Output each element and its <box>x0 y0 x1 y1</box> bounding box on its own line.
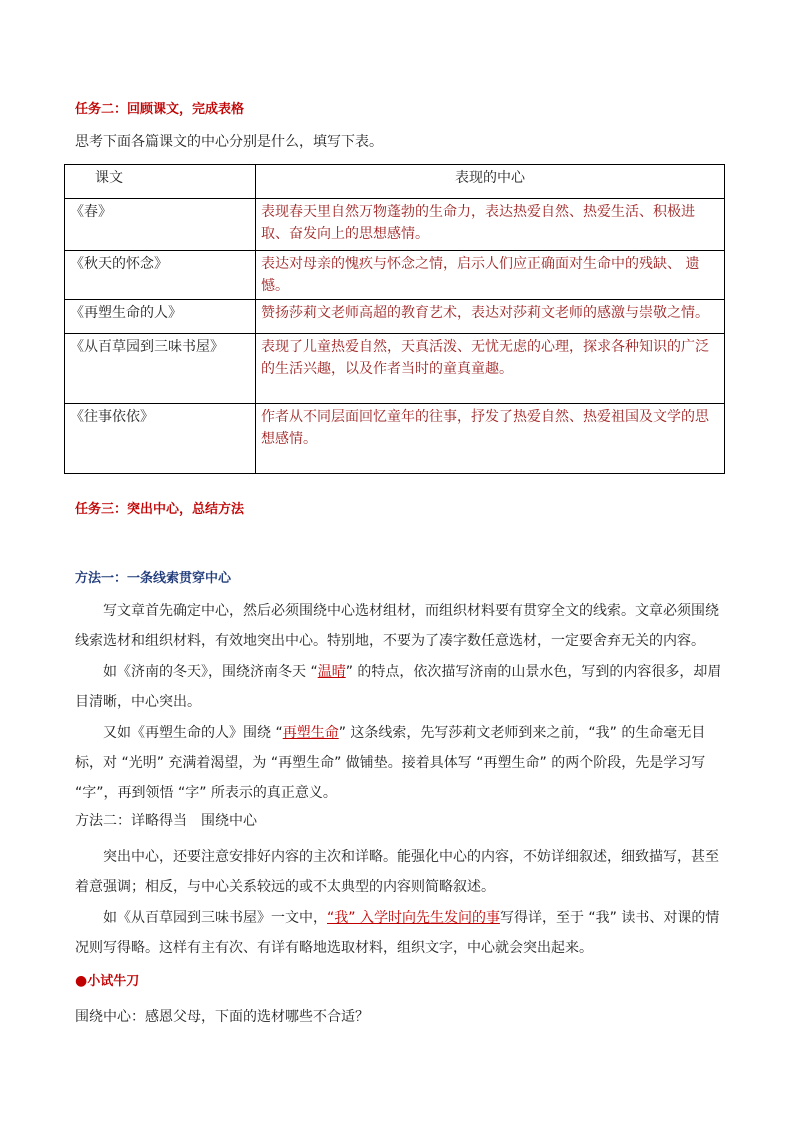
method2-p2-before: 如《从百草园到三味书屋》一文中， <box>103 910 327 926</box>
task2-heading: 任务二：回顾课文，完成表格 <box>75 102 245 117</box>
method1-paragraph-2 <box>75 657 723 717</box>
table-header-lesson: 课文 <box>65 165 256 199</box>
table-row <box>65 199 725 251</box>
method1-p2-highlight: 温晴 <box>317 664 346 680</box>
lesson-cell: 《从百草园到三味书屋》 <box>65 334 256 404</box>
table-header-row <box>65 165 725 199</box>
method2-paragraph-1: 突出中心，还要注意安排好内容的主次和详略。能强化中心的内容，不妨详细叙述，细致描写，甚至着意强调；相反，与中心关系较远的或不太典型的内容则简略叙述。 <box>75 849 719 895</box>
method1-p3-before: 又如《再塑生命的人》围绕 “ <box>103 725 283 741</box>
practice-heading-row <box>75 970 139 989</box>
lesson-cell: 《春》 <box>65 199 256 251</box>
method2-heading: 方法二：详略得当 围绕中心 <box>75 813 257 829</box>
bullet-icon: ● <box>75 973 88 989</box>
lessons-table <box>64 164 725 474</box>
practice-heading: 小试牛刀 <box>87 974 140 989</box>
method1-p2-before: 如《济南的冬天》，围绕济南冬天 “ <box>103 664 318 680</box>
method1-p3-highlight: 再塑生命 <box>282 725 339 741</box>
center-cell: 作者从不同层面回忆童年的往事，抒发了热爱自然、热爱祖国及文学的思想感情。 <box>256 404 725 474</box>
table-row <box>65 251 725 300</box>
method2-paragraph-2 <box>75 903 723 963</box>
method2-p2-after: 写得详，至于 “我” 读书、对课的情况则写得略。这样有主有次、有详有略地选取材料，组织文字，中心就会突出起来。 <box>75 910 720 956</box>
table-row <box>65 300 725 334</box>
table-header-center: 表现的中心 <box>256 165 725 199</box>
method1-p3-after: ” 这条线索，先写莎莉文老师到来之前，“我” 的生命毫无目标，对 “光明” 充满着渴望，为 “再塑生命” 做铺垫。接着具体写 “再塑生命” 的两个阶段，先是学习写 “字”，再到领悟 “字” 所表示的真正意义。 <box>75 725 706 801</box>
practice-question: 围绕中心：感恩父母，下面的选材哪些不合适？ <box>75 1009 369 1025</box>
center-cell: 表现春天里自然万物蓬勃的生命力，表达热爱自然、热爱生活、积极进取、奋发向上的思想感情。 <box>256 199 725 251</box>
lesson-cell: 《往事依依》 <box>65 404 256 474</box>
table-row <box>65 334 725 404</box>
method1-p2-after: ” 的特点，依次描写济南的山景水色，写到的内容很多，却眉目清晰，中心突出。 <box>75 664 722 710</box>
lesson-cell: 《再塑生命的人》 <box>65 300 256 334</box>
task3-heading: 任务三：突出中心，总结方法 <box>75 502 245 517</box>
table-row <box>65 404 725 474</box>
center-cell: 表现了儿童热爱自然，天真活泼、无忧无虑的心理，探求各种知识的广泛的生活兴趣，以及作者当时的童真童趣。 <box>256 334 725 404</box>
method1-paragraph-3 <box>75 718 723 808</box>
center-cell: 表达对母亲的愧疚与怀念之情，启示人们应正确面对生命中的残缺、 遗憾。 <box>256 251 725 300</box>
method2-p2-highlight: “我” 入学时向先生发问的事 <box>327 910 500 926</box>
center-cell: 赞扬莎莉文老师高超的教育艺术，表达对莎莉文老师的感激与崇敬之情。 <box>256 300 725 334</box>
method1-heading: 方法一：一条线索贯穿中心 <box>75 571 232 586</box>
lesson-cell: 《秋天的怀念》 <box>65 251 256 300</box>
method1-paragraph-1: 写文章首先确定中心，然后必须围绕中心选材组材，而组织材料要有贯穿全文的线索。文章必须围绕线索选材和组织材料，有效地突出中心。特别地，不要为了凑字数任意选材，一定要舍弃无关的内容。 <box>75 603 719 649</box>
task2-instruction: 思考下面各篇课文的中心分别是什么，填写下表。 <box>75 134 383 150</box>
